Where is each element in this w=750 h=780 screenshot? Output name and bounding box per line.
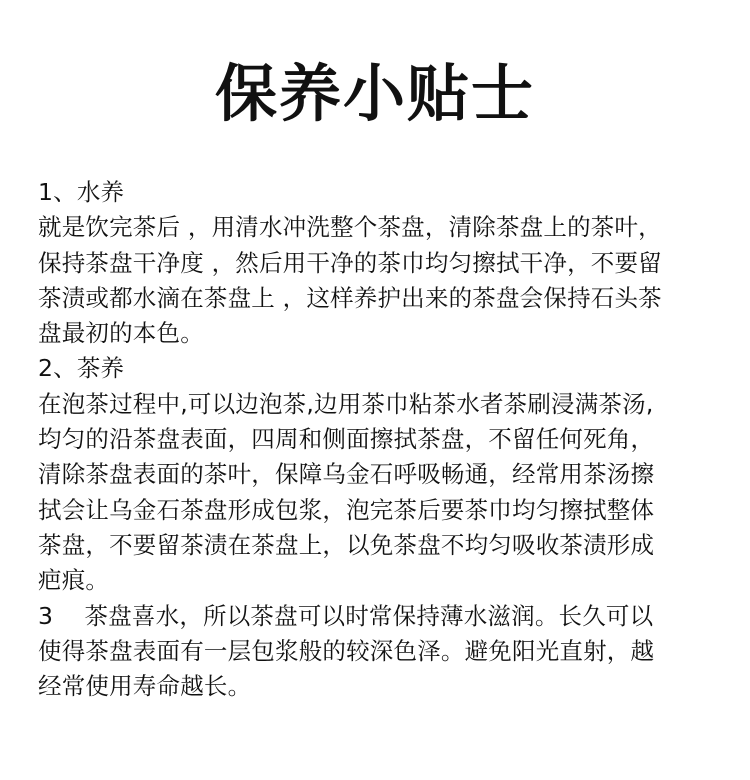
section-heading-tea: 2、茶养 <box>38 354 125 383</box>
section-3-line: 3 茶盘喜水，所以茶盘可以时常保持薄水滋润。长久可以 <box>38 601 654 630</box>
text-line: 均匀的沿茶盘表面，四周和侧面擦拭茶盘，不留任何死角， <box>38 425 655 454</box>
text-line: 疤痕。 <box>38 566 110 595</box>
text-line: 拭会让乌金石茶盘形成包浆，泡完茶后要茶巾均匀擦拭整体 <box>38 495 655 524</box>
text-line: 在泡茶过程中,可以边泡茶,边用茶巾粘茶水者茶刷浸满茶汤, <box>38 389 654 418</box>
text-line: 使得茶盘表面有一层包浆般的较深色泽。避免阳光直射，越 <box>38 636 655 665</box>
text-line: 就是饮完茶后 ，用清水冲洗整个茶盘，清除茶盘上的茶叶， <box>38 213 662 242</box>
tips-body <box>38 175 718 704</box>
text-line: 保持茶盘干净度 ，然后用干净的茶巾均匀擦拭干净，不要留 <box>38 248 662 277</box>
text-line: 盘最初的本色。 <box>38 319 204 348</box>
text-line: 经常使用寿命越长。 <box>38 672 252 701</box>
text-line: 茶渍或都水滴在茶盘上 ，这样养护出来的茶盘会保持石头茶 <box>38 283 662 312</box>
page-title: 保养小贴士 <box>214 57 535 130</box>
text-line: 茶盘，不要留茶渍在茶盘上，以免茶盘不均匀吸收茶渍形成 <box>38 530 655 559</box>
text-line: 清除茶盘表面的茶叶，保障乌金石呼吸畅通，经常用茶汤擦 <box>38 460 655 489</box>
section-heading-water: 1、水养 <box>38 178 125 206</box>
